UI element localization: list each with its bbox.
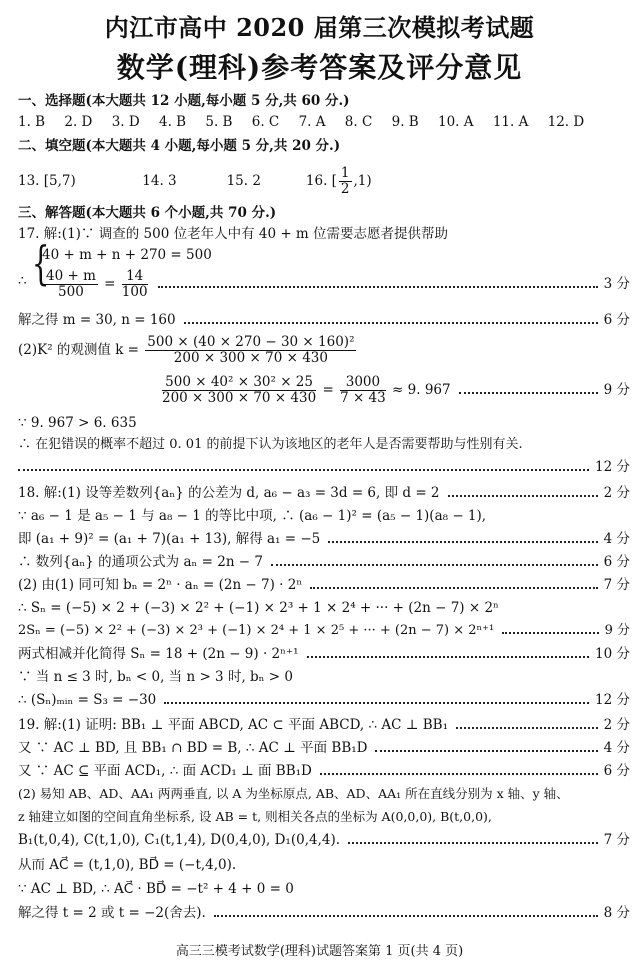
p18-line3: 即 (a₁ + 9)² = (a₁ + 7)(a₁ + 13), 解得 a₁ = −5 4 分 [18,531,630,547]
answer-13: 13. [5,7) [18,173,76,189]
p18-line5: (2) 由(1) 同可知 bₙ = 2ⁿ · aₙ = (2n − 7) · 2ⁿ 7 分 [18,577,630,593]
score: 2 分 [603,717,630,733]
p19-line5: z 轴建立如图的空间直角坐标系, 设 AB = t, 则相关各点的坐标为 A(0,0,0), B(t,0,0), [18,809,492,824]
p19-line3: 又 ∵ AC ⊆ 平面 ACD₁, ∴ 面 ACD₁ ⊥ 面 BB₁D 6 分 [18,763,630,779]
p17-line7: ∴ 在犯错误的概率不超过 0. 01 的前提下认为该地区的老年人是否需要帮助与性别有关. [18,437,523,452]
score: 6 分 [603,554,630,570]
section3-heading: 三、解答题(本大题共 6 个小题,共 70 分.) [18,205,277,221]
answer-14: 14. 3 [142,173,177,189]
leader-dots [158,285,598,288]
answer-9: 9. B [391,114,419,130]
score: 4 分 [603,531,630,547]
therefore-symbol: ∴ [18,273,27,289]
answer-1: 1. B [18,114,46,130]
p19-line9: 解之得 t = 2 或 t = −2(舍去). 8 分 [18,905,630,921]
p18-line10: ∴ (Sₙ)ₘᵢₙ = S₃ = −30 12 分 [18,692,630,708]
p19-line4: (2) 易知 AB、AD、AA₁ 两两垂直, 以 A 为坐标原点, AB、AD、AA₁ 所在直线分别为 x 轴、y 轴、 [18,786,569,801]
p17-system-eq1: 40 + m + n + 270 = 500 [42,247,212,263]
p17-line4: (2)K² 的观测值 k = $\frac{\text{500 × (40 × 270 − 30 × 160)²}}{200 \times 300 \times 70 \times 430}$ [18,334,355,366]
p19-line6: B₁(t,0,4), C(t,1,0), C₁(t,1,4), D(0,4,0), D₁(0,4,4). 7 分 [18,832,630,848]
answer-5: 5. B [205,114,233,130]
answer-7: 7. A [298,114,326,130]
score: 9 分 [604,623,630,638]
p17-system-eq2: $\frac{40 + m}{500}$ = $\frac{14}{100}$ 3 分 [46,268,630,300]
answer-11: 11. A [492,114,529,130]
score: 7 分 [603,577,630,593]
p18-line4: ∴ 数列{aₙ} 的通项公式为 aₙ = 2n − 7 6 分 [18,554,630,570]
p19-line1: 19. 解:(1) 证明: BB₁ ⊥ 平面 ABCD, AC ⊂ 平面 ABCD, ∴ AC ⊥ BB₁ 2 分 [18,717,630,733]
p19-line2: 又 ∵ AC ⊥ BD, 且 BB₁ ∩ BD = B, ∴ AC ⊥ 平面 BB₁D 4 分 [18,740,630,756]
p18-line6: ∴ Sₙ = (−5) × 2 + (−3) × 2² + (−1) × 2³ + 1 × 2⁴ + ··· + (2n − 7) × 2ⁿ [18,600,499,616]
p19-line7: 从而 AC⃗ = (t,1,0), BD⃗ = (−t,4,0). [18,857,237,873]
answer-12: 12. D [547,114,585,130]
page-subtitle: 数学(理科)参考答案及评分意见 [116,51,523,84]
answer-4: 4. B [158,114,187,130]
score: 4 分 [603,740,630,756]
page-footer: 高三三模考试数学(理科)试题答案第 1 页(共 4 页) [175,944,464,959]
score: 8 分 [603,905,630,921]
section2-heading: 二、填空题(本大题共 4 小题,每小题 5 分,共 20 分.) [18,138,341,154]
p19-line8: ∵ AC ⊥ BD, ∴ AC⃗ · BD⃗ = −t² + 4 + 0 = 0 [18,881,294,897]
score: 2 分 [603,485,630,501]
score: 12 分 [595,459,630,475]
answer-15: 15. 2 [226,173,261,189]
score: 6 分 [603,763,630,779]
section1-heading: 一、选择题(本大题共 12 小题,每小题 5 分,共 60 分.) [18,93,350,109]
score: 9 分 [603,382,630,398]
p17-score-line [18,458,630,476]
score: 3 分 [603,276,630,292]
system-brace: { [31,236,50,290]
score: 12 分 [595,692,630,708]
fill-answers [18,166,630,197]
answer-16: 16. [ $\frac{1}{2}$ ,1) [305,165,372,197]
p17-line5: $\frac{\text{500 × 40² × 30² × 25}}{200 \times 300 \times 70 \times 430}$ = $\frac{3000}{7 \times 43}$ ≈ 9. 967 9 分 [162,374,630,406]
fraction: $\frac{1}{2}$ [340,165,350,197]
p18-line1: 18. 解:(1) 设等差数列{aₙ} 的公差为 d, a₆ − a₃ = 3d = 6, 即 d = 2 2 分 [18,485,630,501]
answer-2: 2. D [64,114,93,130]
score: 6 分 [603,312,630,328]
p18-line9: ∵ 当 n ≤ 3 时, bₙ < 0, 当 n > 3 时, bₙ > 0 [18,669,293,685]
answer-10: 10. A [438,114,474,130]
p17-line1: 17. 解:(1)∵ 调查的 500 位老年人中有 40 + m 位需要志愿者提供帮助 [18,226,449,242]
score: 7 分 [603,832,630,848]
answer-8: 8. C [344,114,373,130]
p18-line8: 两式相减并化简得 Sₙ = 18 + (2n − 9) · 2ⁿ⁺¹ 10 分 [18,646,630,662]
answer-3: 3. D [111,114,140,130]
p17-line6: ∵ 9. 967 > 6. 635 [18,415,137,431]
score: 10 分 [595,646,630,662]
p17-line3: 解之得 m = 30, n = 160 6 分 [18,312,630,328]
p18-line7: 2Sₙ = (−5) × 2² + (−3) × 2³ + (−1) × 2⁴ + 1 × 2⁵ + ··· + (2n − 7) × 2ⁿ⁺¹ 9 分 [18,623,630,638]
answer-6: 6. C [251,114,280,130]
page-title: 内江市高中 2020 届第三次模拟考试题 [104,13,535,42]
p18-line2: ∵ a₆ − 1 是 a₅ − 1 与 a₈ − 1 的等比中项, ∴ (a₆ − 1)² = (a₅ − 1)(a₈ − 1), [18,508,487,524]
choice-answers [18,113,630,131]
